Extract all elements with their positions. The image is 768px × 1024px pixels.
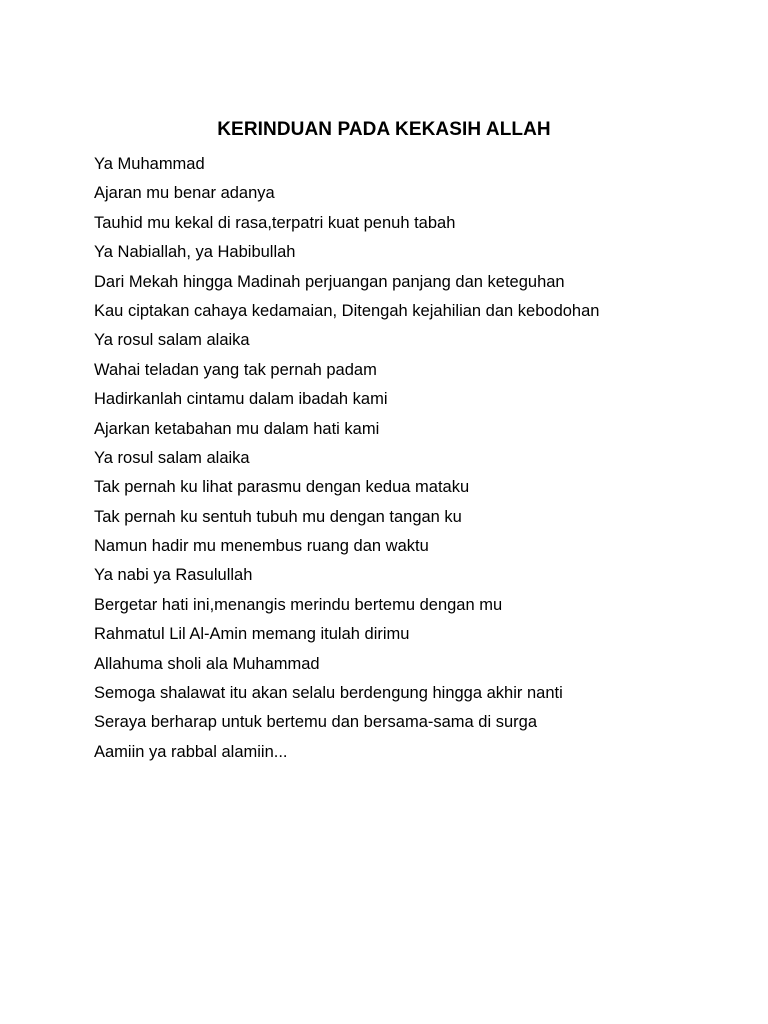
poem-line: Allahuma sholi ala Muhammad bbox=[94, 654, 320, 673]
poem-line: Tak pernah ku lihat parasmu dengan kedua mataku bbox=[94, 478, 470, 497]
poem-line: Hadirkanlah cintamu dalam ibadah kami bbox=[94, 390, 388, 409]
poem-line: Ajarkan ketabahan mu dalam hati kami bbox=[94, 419, 380, 438]
poem-body bbox=[94, 150, 734, 767]
poem-line: Seraya berharap untuk bertemu dan bersama-sama di surga bbox=[94, 713, 537, 732]
poem-line: Ya Nabiallah, ya Habibullah bbox=[94, 243, 296, 262]
poem-line: Ya rosul salam alaika bbox=[94, 448, 250, 467]
page-title: KERINDUAN PADA KEKASIH ALLAH bbox=[217, 119, 551, 140]
poem-line: Rahmatul Lil Al-Amin memang itulah dirimu bbox=[94, 625, 410, 644]
poem-line: Ajaran mu benar adanya bbox=[94, 184, 275, 203]
poem-line: Tauhid mu kekal di rasa,terpatri kuat penuh tabah bbox=[94, 213, 456, 232]
poem-line: Namun hadir mu menembus ruang dan waktu bbox=[94, 537, 429, 556]
poem-line: Ya Muhammad bbox=[94, 155, 205, 173]
poem-line: Wahai teladan yang tak pernah padam bbox=[94, 360, 377, 379]
poem-line: Ya nabi ya Rasulullah bbox=[94, 566, 253, 585]
poem-line: Ya rosul salam alaika bbox=[94, 331, 250, 350]
poem-line: Dari Mekah hingga Madinah perjuangan panjang dan keteguhan bbox=[94, 272, 565, 291]
poem-line: Bergetar hati ini,menangis merindu bertemu dengan mu bbox=[94, 595, 503, 614]
poem-line: Semoga shalawat itu akan selalu berdengung hingga akhir nanti bbox=[94, 684, 563, 703]
poem-line: Kau ciptakan cahaya kedamaian, Ditengah kejahilian dan kebodohan bbox=[94, 301, 600, 320]
poem-line: Aamiin ya rabbal alamiin... bbox=[94, 742, 288, 761]
poem-line: Tak pernah ku sentuh tubuh mu dengan tangan ku bbox=[94, 507, 462, 526]
